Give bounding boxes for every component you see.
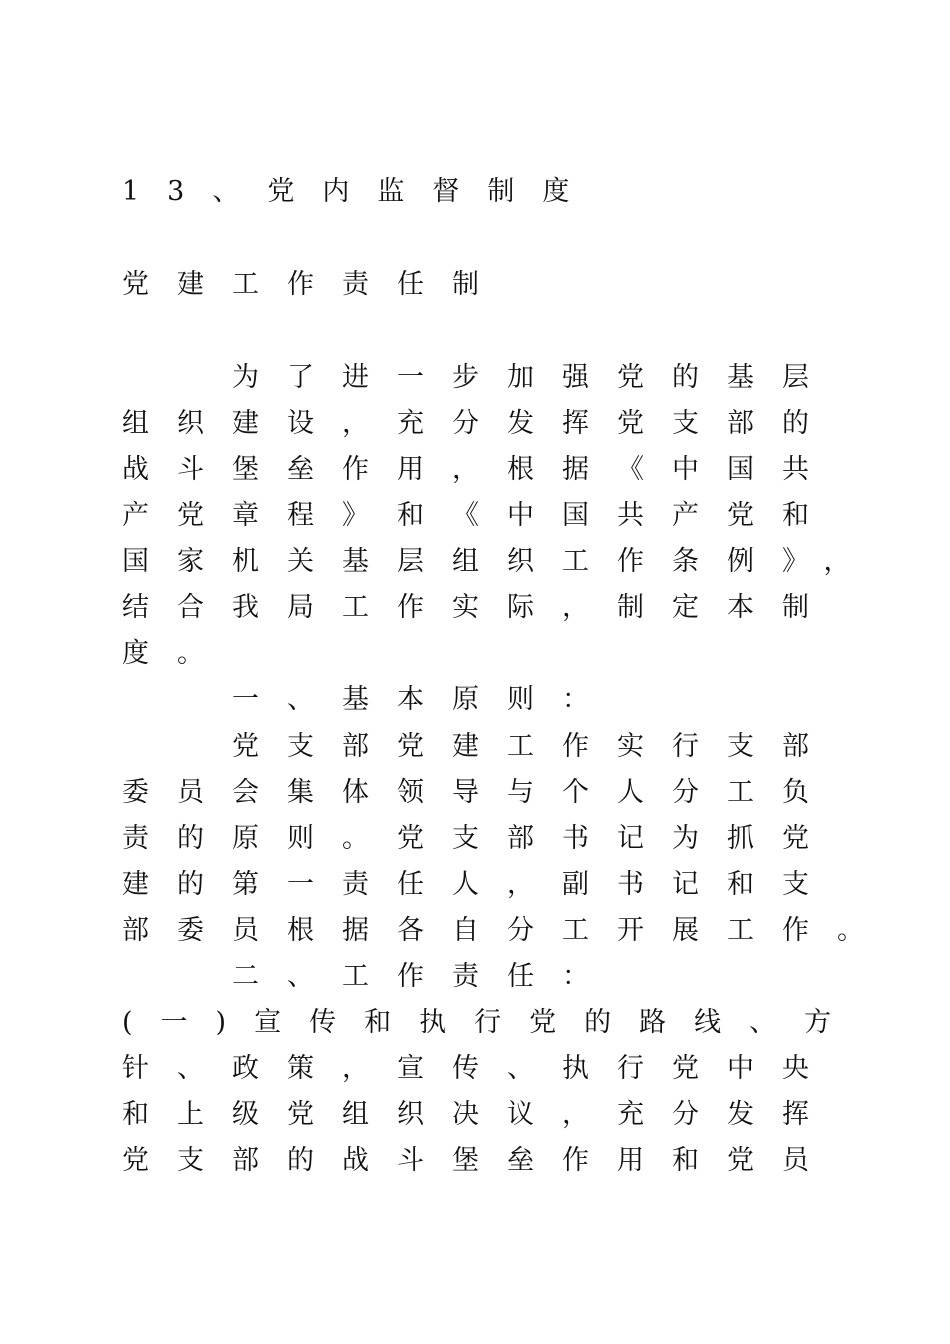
document-heading: 13、党内监督制度 <box>122 176 598 207</box>
paragraph-line: 针、政策，宣传、执行党中央 <box>122 1053 837 1084</box>
paragraph-line: 组织建设，充分发挥党支部的 <box>122 408 837 439</box>
paragraph-line: 党支部党建工作实行支部 <box>232 731 837 762</box>
section-heading: 一、基本原则： <box>232 684 617 715</box>
section-heading: 二、工作责任： <box>232 961 617 992</box>
paragraph-line: 战斗堡垒作用，根据《中国共 <box>122 454 837 485</box>
paragraph-line: 部委员根据各自分工开展工作。 <box>122 915 892 946</box>
paragraph-line: 和上级党组织决议，充分发挥 <box>122 1099 837 1130</box>
paragraph-line: 为了进一步加强党的基层 <box>232 362 837 393</box>
paragraph-line: 委员会集体领导与个人分工负 <box>122 777 837 808</box>
paragraph-line: 党支部的战斗堡垒作用和党员 <box>122 1145 837 1176</box>
paragraph-line: 建的第一责任人，副书记和支 <box>122 869 837 900</box>
paragraph-line: (一)宣传和执行党的路线、方 <box>122 1007 860 1038</box>
document-subheading: 党建工作责任制 <box>122 269 507 300</box>
paragraph-line: 产党章程》和《中国共产党和 <box>122 500 837 531</box>
paragraph-line: 度。 <box>122 638 232 669</box>
paragraph-line: 结合我局工作实际，制定本制 <box>122 592 837 623</box>
paragraph-line: 责的原则。党支部书记为抓党 <box>122 823 837 854</box>
paragraph-line: 国家机关基层组织工作条例》， <box>122 546 879 577</box>
